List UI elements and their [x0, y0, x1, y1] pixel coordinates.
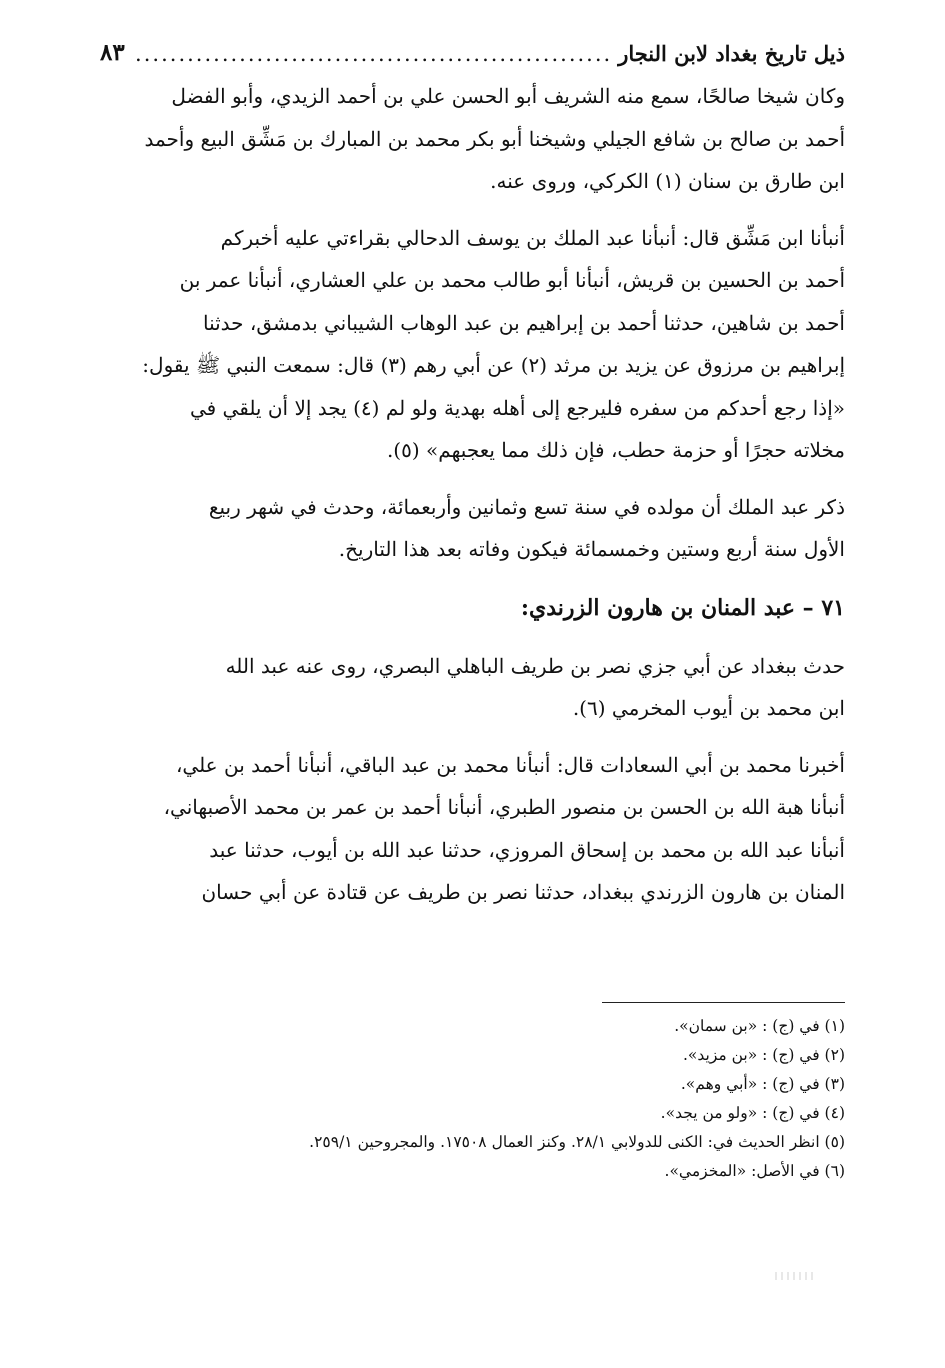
footnote: (١) في (ج) : «بن سمان».	[674, 1017, 845, 1035]
text-line: أنبأنا عبد الله بن محمد بن إسحاق المروزي، حدثنا عبد الله بن أيوب، حدثنا عبد	[209, 837, 845, 862]
main-text	[100, 75, 845, 914]
text-line: إبراهيم بن مرزوق عن يزيد بن مرثد (٢) عن أبي رهم (٣) قال: سمعت النبي ﷺ يقول:	[142, 353, 845, 377]
text-line: «إذا رجع أحدكم من سفره فليرجع إلى أهله بهدية ولو لم (٤) يجد إلا أن يلقي في	[189, 395, 845, 420]
running-header	[100, 30, 845, 66]
text-line: ابن محمد بن أيوب المخرمي (٦).	[572, 696, 845, 720]
header-dot-leader	[131, 42, 612, 66]
text-line: أحمد بن صالح بن شافع الجيلي وشيخنا أبو بكر محمد بن المبارك بن مَشِّق البيع وأحمد	[144, 126, 845, 151]
header-title: ذيل تاريخ بغداد لابن النجار	[618, 41, 845, 66]
text-line: ابن طارق بن سنان (١) الكركي، وروى عنه.	[490, 169, 845, 193]
text-line: أحمد بن الحسين بن قريش، أنبأنا أبو طالب محمد بن علي العشاري، أنبأنا عمر بن	[179, 268, 845, 292]
text-line: وكان شيخا صالحًا، سمع منه الشريف أبو الحسن علي بن أحمد الزيدي، وأبو الفضل	[171, 84, 845, 108]
footnote: (٢) في (ج) : «بن مزيد».	[682, 1046, 845, 1064]
paragraph-hadith-chain	[100, 217, 845, 472]
scan-speck	[775, 1272, 815, 1280]
text-line: أنبأنا ابن مَشِّق قال: أنبأنا عبد الملك بن يوسف الدحالي بقراءتي عليه أخبركم	[220, 225, 845, 250]
footnote: (٣) في (ج) : «أبي وهم».	[680, 1075, 845, 1093]
footnote: (٦) في الأصل: «المخزمي».	[664, 1162, 845, 1180]
entry-heading: ٧١ – عبد المنان بن هارون الزرندي:	[520, 594, 845, 621]
footnote: (٥) انظر الحديث في: الكنى للدولابي ٢٨/١. وكنز العمال ١٧٥٠٨. والمجروحين ٢٥٩/١.	[309, 1133, 845, 1151]
text-line: أخبرنا محمد بن أبي السعادات قال: أنبأنا محمد بن عبد الباقي، أنبأنا أحمد بن علي،	[175, 752, 845, 777]
paragraph-birth-note	[100, 486, 845, 571]
page-number: ٨٣	[100, 39, 125, 66]
paragraph-entry-chain	[100, 744, 845, 914]
text-line: ذكر عبد الملك أن مولده في سنة تسع وثمانين وأربعمائة، وحدث في شهر ربيع	[208, 494, 845, 519]
text-line: أنبأنا هبة الله بن الحسن بن منصور الطبري، أنبأنا أحمد بن عمر بن محمد الأصبهاني،	[163, 795, 845, 819]
text-line: أحمد بن شاهين، حدثنا أحمد بن إبراهيم بن عبد الوهاب الشيباني بدمشق، حدثنا	[202, 310, 845, 335]
text-line: الأول سنة أربع وستين وخمسمائة فيكون وفاته بعد هذا التاريخ.	[338, 537, 845, 561]
footnotes	[100, 1012, 845, 1186]
footnote-divider	[602, 1002, 845, 1003]
text-line: مخلاته حجرًا أو حزمة حطب، فإن ذلك مما يعجبهم» (٥).	[386, 438, 845, 462]
paragraph-biography	[100, 75, 845, 203]
text-line: المنان بن هارون الزرندي ببغداد، حدثنا نصر بن طريف عن قتادة عن أبي حسان	[201, 880, 845, 904]
paragraph-entry-intro	[100, 645, 845, 730]
footnote: (٤) في (ج) : «ولو من يجد».	[660, 1104, 845, 1122]
text-line: حدث ببغداد عن أبي جزي نصر بن طريف الباهلي البصري، روى عنه عبد الله	[225, 653, 845, 678]
